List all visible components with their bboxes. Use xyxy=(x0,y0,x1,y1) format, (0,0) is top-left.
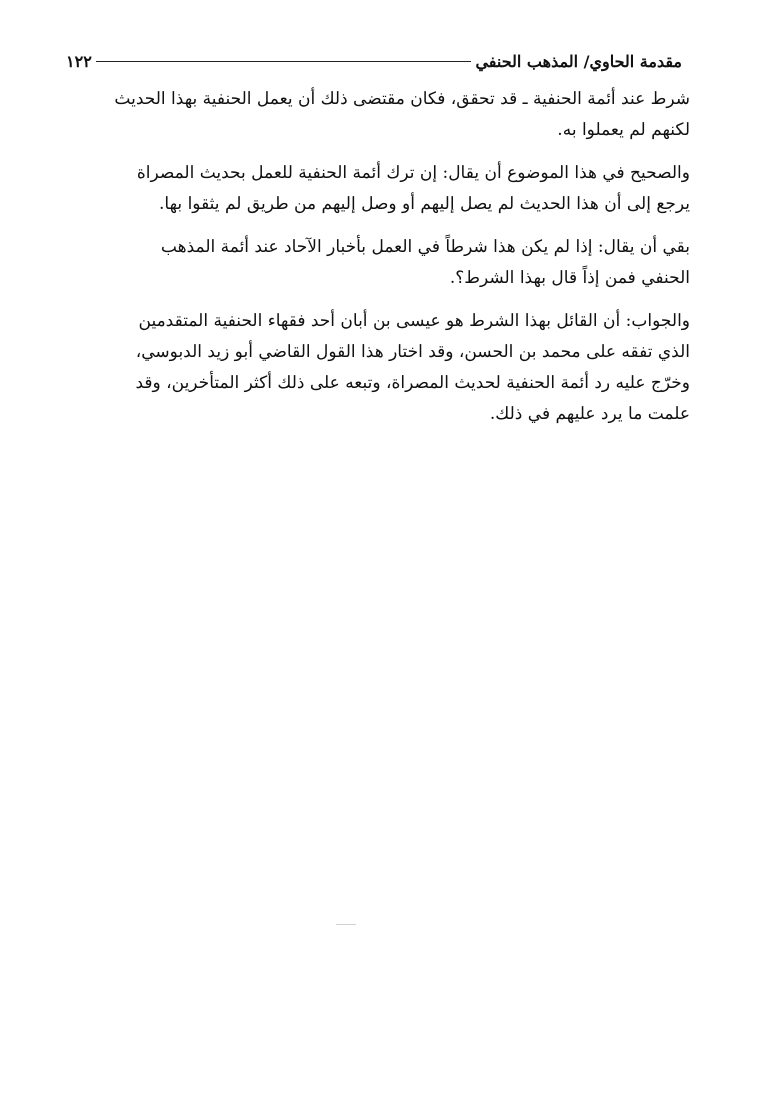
text-line: الذي تفقه على محمد بن الحسن، وقد اختار هذا القول القاضي أبو زيد الدبوسي، xyxy=(135,342,690,362)
paragraph-3 xyxy=(66,232,690,294)
header-rule xyxy=(96,61,472,62)
text-line: يرجع إلى أن هذا الحديث لم يصل إليهم أو وصل إليهم من طريق لم يثقوا بها. xyxy=(159,194,690,214)
text-line: والجواب: أن القائل بهذا الشرط هو عيسى بن أبان أحد فقهاء الحنفية المتقدمين xyxy=(138,311,690,331)
text-line: علمت ما يرد عليهم في ذلك. xyxy=(489,404,690,424)
paragraph-1 xyxy=(66,84,690,146)
text-line: شرط عند أئمة الحنفية ـ قد تحقق، فكان مقتضى ذلك أن يعمل الحنفية بهذا الحديث xyxy=(114,89,690,109)
running-header xyxy=(56,50,692,72)
text-line: الحنفي فمن إذاً قال بهذا الشرط؟. xyxy=(449,268,690,288)
text-line: وخرّج عليه رد أئمة الحنفية لحديث المصراة، وتبعه على ذلك أكثر المتأخرين، وقد xyxy=(135,373,690,393)
scan-mark xyxy=(336,924,356,925)
text-line: والصحيح في هذا الموضوع أن يقال: إن ترك أئمة الحنفية للعمل بحديث المصراة xyxy=(136,163,690,183)
page-number: ١٢٢ xyxy=(66,51,92,71)
text-line: لكنهم لم يعملوا به. xyxy=(557,120,690,140)
paragraph-4 xyxy=(66,306,690,430)
paragraph-2 xyxy=(66,158,690,220)
header-title: مقدمة الحاوي/ المذهب الحنفي xyxy=(475,51,682,71)
text-line: بقي أن يقال: إذا لم يكن هذا شرطاً في العمل بأخبار الآحاد عند أئمة المذهب xyxy=(160,237,690,257)
body-text xyxy=(66,84,690,442)
